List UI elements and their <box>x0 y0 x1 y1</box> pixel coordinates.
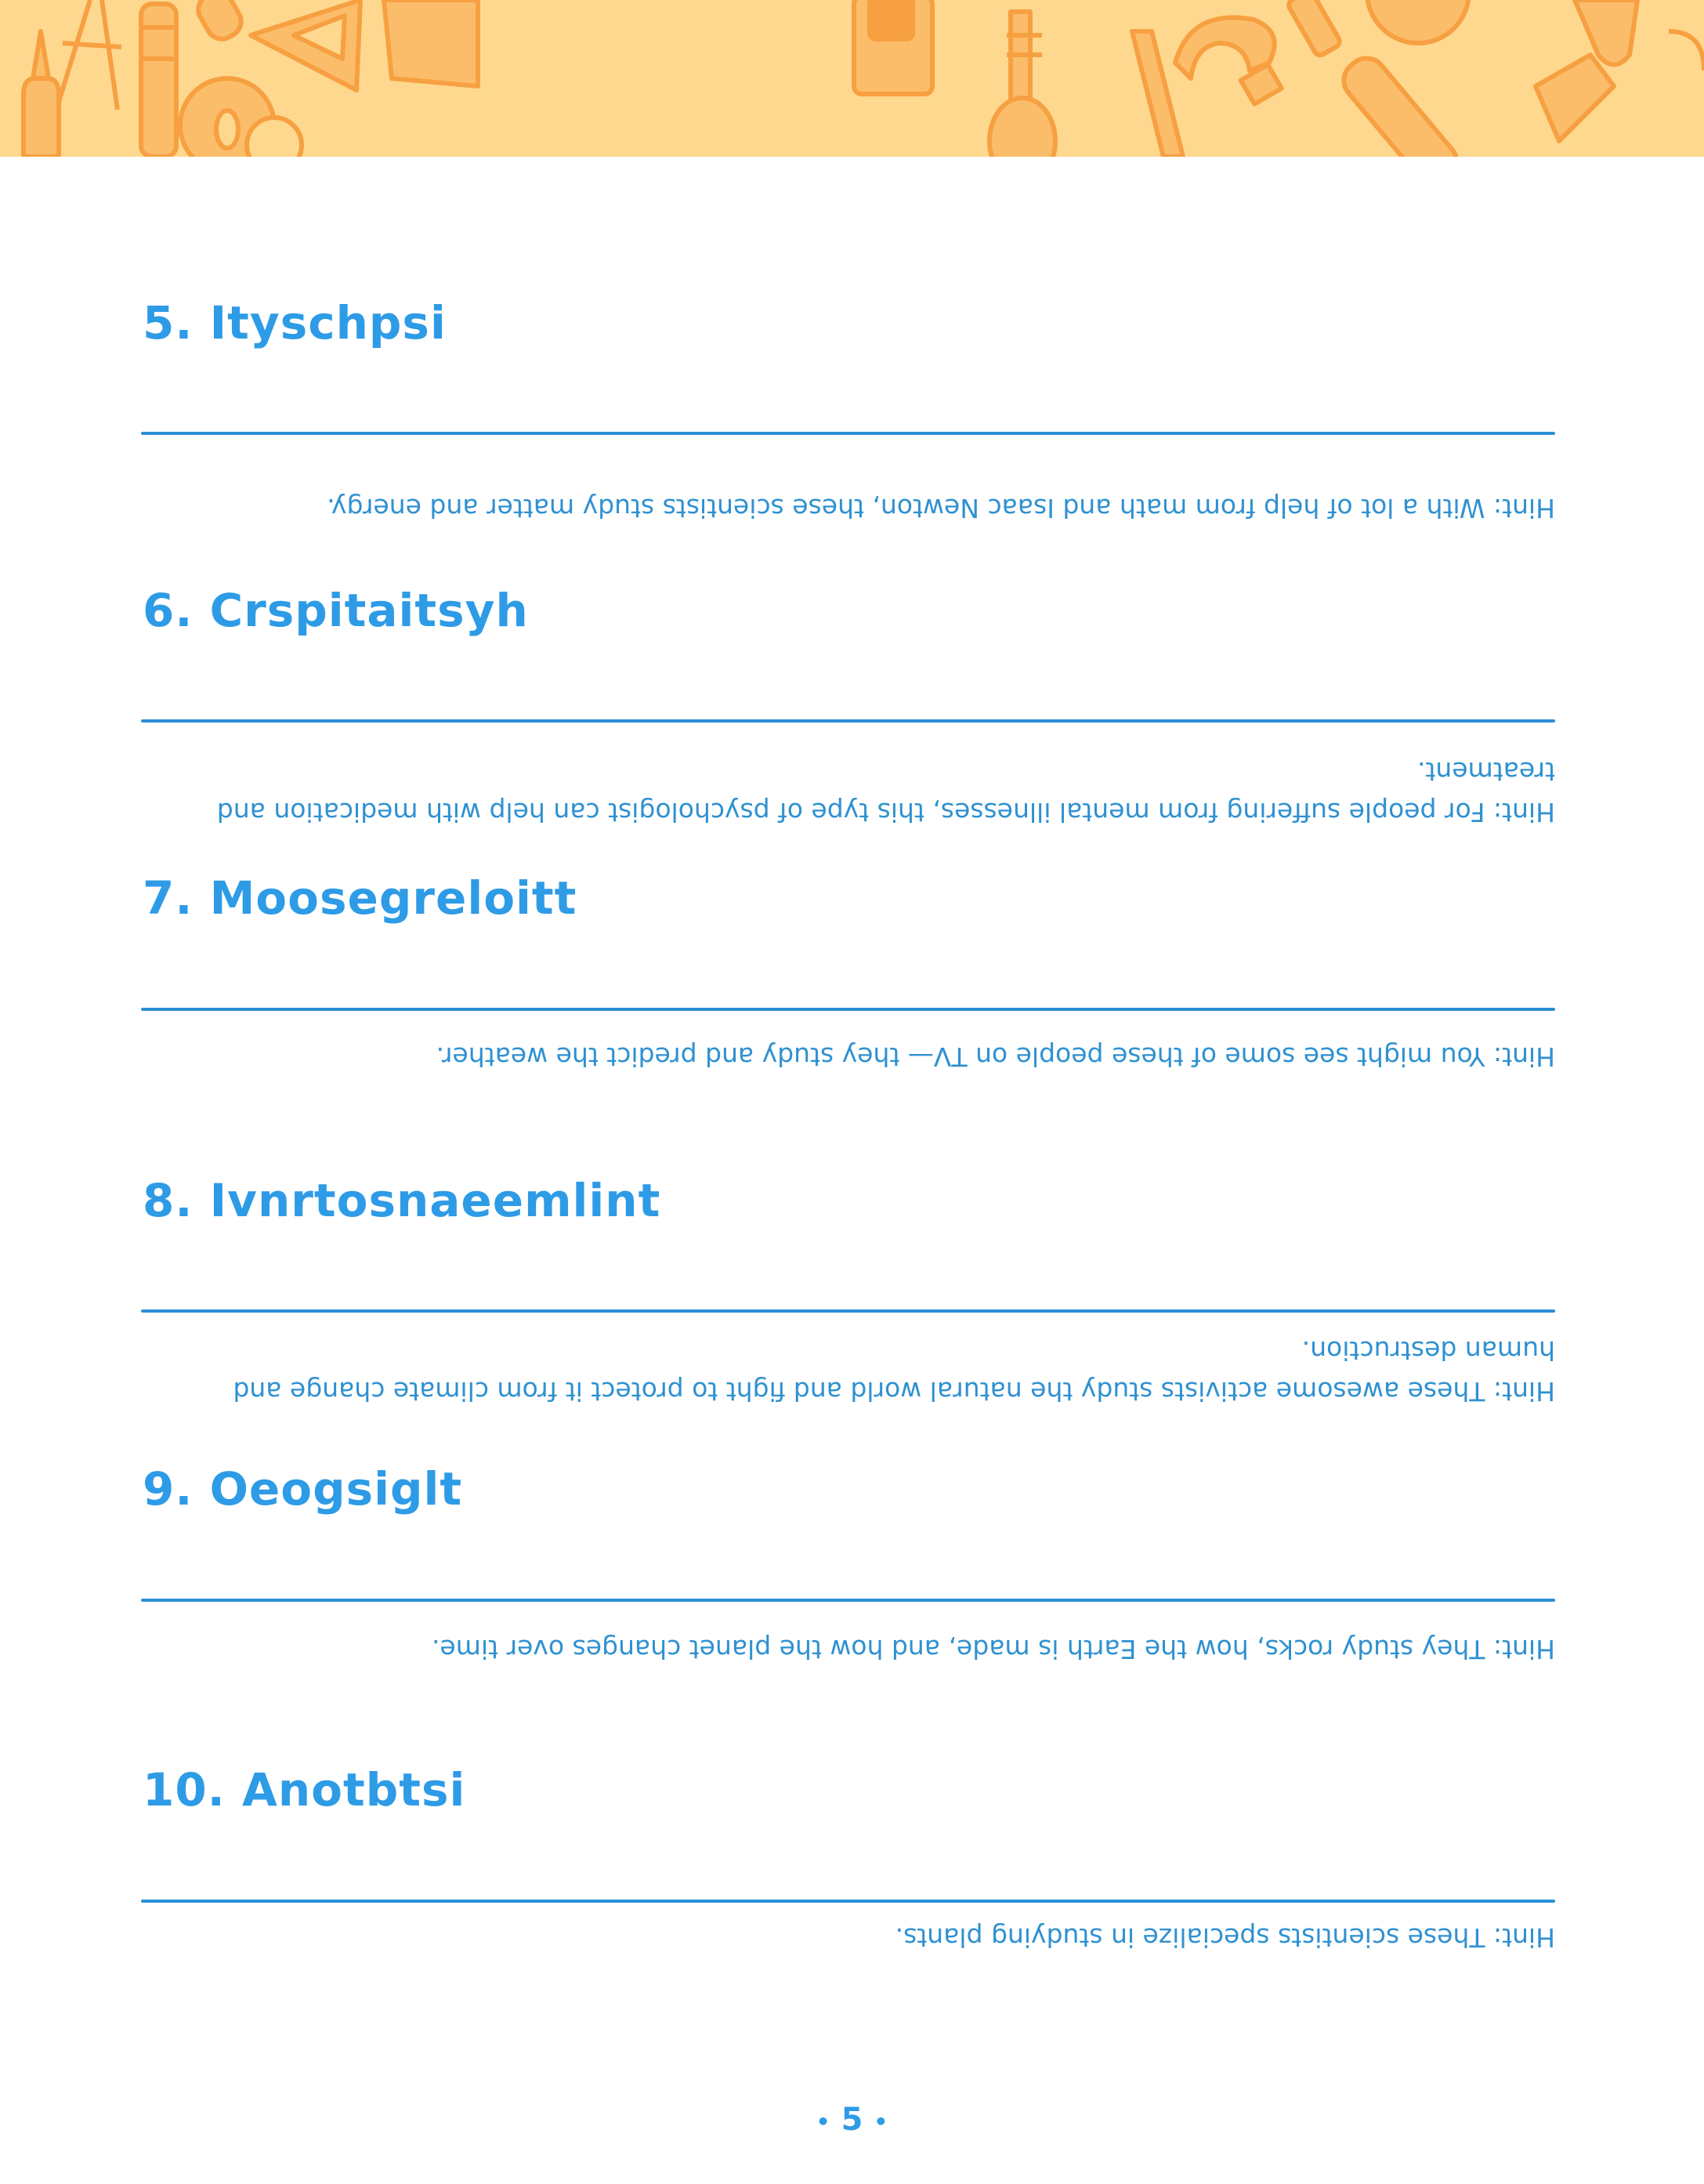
item-number: 7. <box>143 871 194 925</box>
hint-text-upside-down: Hint: These scientists specialize in studying plants. <box>895 1922 1555 1953</box>
glue-bottle-icon <box>24 78 59 157</box>
scrambled-word-heading <box>143 296 447 350</box>
item-number: 5. <box>143 296 194 350</box>
scrambled-word: Moosegreloitt <box>209 871 577 925</box>
microscope-icon <box>1132 31 1183 157</box>
eraser-icon <box>193 0 247 45</box>
hint-text-upside-down: Hint: You might see some of these people on TV— they study and predict the weather. <box>436 1041 1555 1072</box>
hint-text-upside-down: Hint: For people suffering from mental illnesses, this type of psychologist can help with medication and treatment. <box>216 756 1555 828</box>
hint-text-upside-down: Hint: With a lot of help from math and Isaac Newton, these scientists study matter and energy. <box>327 493 1555 523</box>
scrambled-word-heading <box>143 1763 465 1816</box>
answer-line[interactable] <box>141 1599 1555 1602</box>
hint-text-upside-down: Hint: They study rocks, how the Earth is made, and how the planet changes over time. <box>431 1634 1555 1664</box>
page-number <box>0 2102 1704 2138</box>
answer-line[interactable] <box>141 1309 1555 1313</box>
scrambled-word: Ityschpsi <box>209 296 447 350</box>
bullet-separator: • <box>874 2108 888 2135</box>
book-icon <box>384 0 478 86</box>
scrambled-word: Ivnrtosnaeemlint <box>209 1174 661 1227</box>
answer-line[interactable] <box>141 719 1555 723</box>
compass-icon <box>59 0 90 102</box>
header-banner <box>0 0 1704 157</box>
item-number: 6. <box>143 584 194 637</box>
bullet-separator: • <box>816 2108 830 2135</box>
scrambled-word: Crspitaitsyh <box>209 584 529 637</box>
clock-icon <box>247 118 302 157</box>
answer-line[interactable] <box>141 1900 1555 1903</box>
answer-line[interactable] <box>141 432 1555 435</box>
school-supplies-pattern-icon <box>0 0 1704 157</box>
answer-line[interactable] <box>141 1008 1555 1011</box>
scrambled-word-heading <box>143 1462 462 1516</box>
item-number: 8. <box>143 1174 194 1227</box>
scrambled-word: Anotbtsi <box>241 1763 466 1816</box>
scrambled-word: Oeogsiglt <box>209 1462 463 1516</box>
scrambled-word-heading <box>143 584 529 637</box>
scrambled-word-heading <box>143 871 577 925</box>
page-number-value: 5 <box>841 2102 863 2138</box>
globe-icon <box>1367 0 1469 43</box>
hint-text-upside-down: Hint: These awesome activists study the natural world and fight to protect it from climate change and human destruction. <box>233 1335 1555 1407</box>
item-number: 9. <box>143 1462 194 1516</box>
scrambled-word-heading <box>143 1174 660 1227</box>
test-tube-icon <box>1286 0 1341 57</box>
trophy-icon <box>1575 0 1637 65</box>
item-number: 10. <box>143 1763 226 1816</box>
